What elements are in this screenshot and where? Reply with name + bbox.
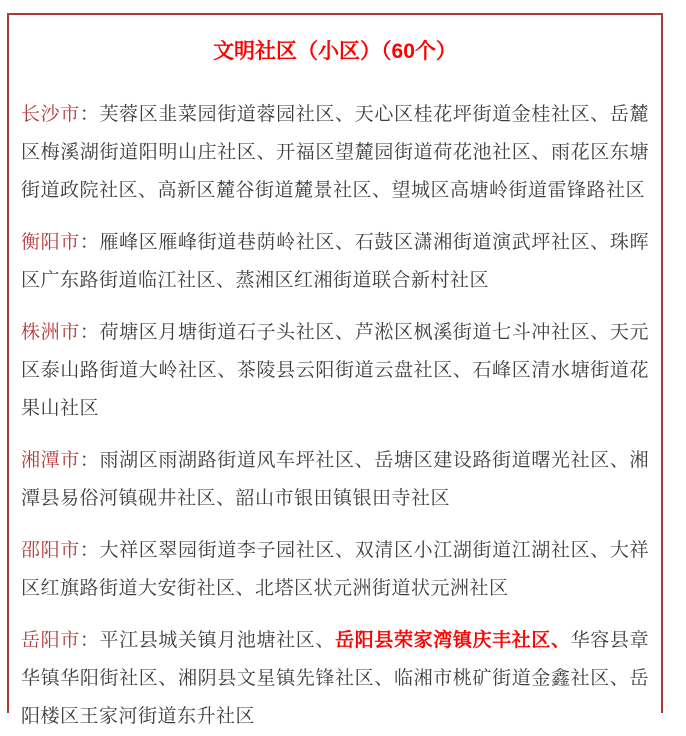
community-list-text: 大祥区翠园街道李子园社区、双清区小江湖街道江湖社区、大祥区红旗路街道大安街社区、北塔区状元洲街道状元洲社区 (21, 540, 649, 599)
city-section-list (21, 96, 649, 736)
highlighted-community: 岳阳县荣家湾镇庆丰社区、 (335, 630, 571, 651)
city-name: 衡阳市 (21, 232, 80, 253)
city-section (21, 532, 649, 608)
city-section (21, 224, 649, 300)
city-name: 株洲市 (21, 322, 80, 343)
city-section (21, 622, 649, 736)
city-name: 湘潭市 (21, 450, 80, 471)
city-section (21, 442, 649, 518)
community-list-text: 芙蓉区韭菜园街道蓉园社区、天心区桂花坪街道金桂社区、岳麓区梅溪湖街道阳明山庄社区、开福区望麓园街道荷花池社区、雨花区东塘街道政院社区、高新区麓谷街道麓景社区、望城区高塘岭街道雷锋路社区 (21, 104, 649, 201)
city-section (21, 96, 649, 210)
community-list-text: 雨湖区雨湖路街道风车坪社区、岳塘区建设路街道曙光社区、湘潭县易俗河镇砚井社区、韶山市银田镇银田寺社区 (21, 450, 649, 509)
city-name: 邵阳市 (21, 540, 80, 561)
page-title: 文明社区（小区）（60个） (213, 40, 457, 63)
colon-separator: ： (79, 540, 100, 561)
colon-separator: ： (79, 630, 100, 651)
community-list-text: 雁峰区雁峰街道巷荫岭社区、石鼓区潇湘街道演武坪社区、珠晖区广东路街道临江社区、蒸湘区红湘街道联合新村社区 (21, 232, 649, 291)
city-section (21, 314, 649, 428)
colon-separator: ： (79, 322, 100, 343)
colon-separator: ： (79, 232, 100, 253)
community-list-text: 平江县城关镇月池塘社区、 (99, 630, 336, 651)
community-list-text: 荷塘区月塘街道石子头社区、芦淞区枫溪街道七斗冲社区、天元区泰山路街道大岭社区、茶陵县云阳街道云盘社区、石峰区清水塘街道花果山社区 (21, 322, 649, 419)
community-list-text: 华容县章华镇华阳街社区、湘阴县文星镇先锋社区、临湘市桃矿街道金鑫社区、岳阳楼区王家河街道东升社区 (21, 630, 649, 727)
city-name: 长沙市 (21, 104, 80, 125)
content-frame (7, 13, 663, 727)
colon-separator: ： (79, 104, 100, 125)
colon-separator: ： (79, 450, 100, 471)
city-name: 岳阳市 (21, 630, 80, 651)
